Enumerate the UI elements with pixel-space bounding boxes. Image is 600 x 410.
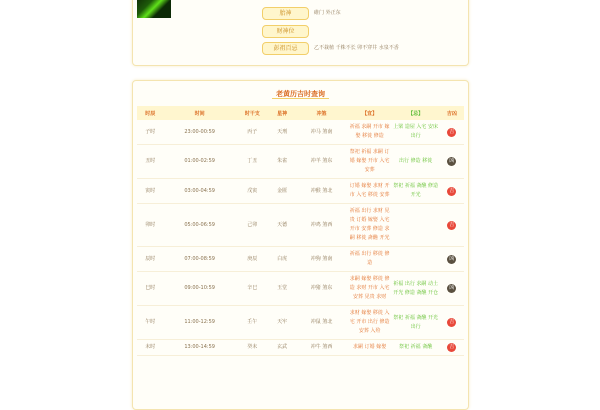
jixiong-badge: 吉 xyxy=(449,221,455,228)
cell-star: 天刑 xyxy=(269,120,296,145)
cell-ganzhi: 辛巳 xyxy=(236,272,269,306)
cell-yi: 祈福 出行 求财 见贵 订婚 嫁娶 入宅 开市 安葬 修造 求嗣 移徙 斋醮 开光 xyxy=(348,204,392,247)
column-header: 星神 xyxy=(269,106,296,120)
cell-chongsha: 冲鼠 煞北 xyxy=(295,306,347,340)
table-row xyxy=(137,247,464,272)
cell-chongsha: 冲鸡 煞西 xyxy=(295,204,347,247)
cell-time: 05:00-06:59 xyxy=(164,204,236,247)
cell-chongsha: 冲羊 煞东 xyxy=(295,145,347,179)
cell-chongsha: 冲牛 煞西 xyxy=(295,340,347,356)
table-row xyxy=(137,204,464,247)
cell-yi: 求嗣 订婚 嫁娶 xyxy=(348,340,392,356)
cell-yi: 祈福 求嗣 开市 嫁娶 移徙 修造 xyxy=(348,120,392,145)
section-title: 老黄历吉时查询 xyxy=(133,89,468,99)
cell-ganzhi: 庚辰 xyxy=(236,247,269,272)
table-row xyxy=(137,120,464,145)
cell-jixiong xyxy=(440,145,464,179)
cell-yi: 祭祀 祈福 求嗣 订婚 嫁娶 开市 入宅 安葬 xyxy=(348,145,392,179)
jixiong-badge: 吉 xyxy=(449,319,455,325)
table-row xyxy=(137,145,464,179)
cell-jixiong xyxy=(440,179,464,204)
cell-shichen: 未时 xyxy=(137,340,164,356)
cell-ji: 祈福 出行 求嗣 动土 开光 修造 斋醮 开仓 xyxy=(392,272,440,306)
thumbnail-image xyxy=(137,0,171,18)
cell-chongsha: 冲马 煞南 xyxy=(295,120,347,145)
column-header: 时干支 xyxy=(236,106,269,120)
cell-ji: 祭祀 祈福 斋醮 修造 开光 xyxy=(392,179,440,204)
jixiong-badge: 吉 xyxy=(449,187,455,194)
cell-shichen: 辰时 xyxy=(137,247,164,272)
jixiong-badge: 凶 xyxy=(449,158,455,164)
cell-chongsha: 冲狗 煞南 xyxy=(295,247,347,272)
cell-time: 13:00-14:59 xyxy=(164,340,236,356)
cell-jixiong xyxy=(440,306,464,340)
cell-ganzhi: 丁丑 xyxy=(236,145,269,179)
cell-shichen: 卯时 xyxy=(137,204,164,247)
cell-ji: 祭祀 祈福 斋醮 开光 出行 xyxy=(392,306,440,340)
cell-jixiong xyxy=(440,204,464,247)
cell-ji: 出行 修造 移徙 xyxy=(392,145,440,179)
table-row xyxy=(137,306,464,340)
cell-shichen: 子时 xyxy=(137,120,164,145)
info-card xyxy=(132,0,469,66)
cell-jixiong xyxy=(440,247,464,272)
hours-table xyxy=(137,106,464,356)
caishen-label: 财神位 xyxy=(262,25,309,38)
cell-time: 09:00-10:59 xyxy=(164,272,236,306)
cell-star: 玉堂 xyxy=(269,272,296,306)
cell-shichen: 丑时 xyxy=(137,145,164,179)
cell-shichen: 巳时 xyxy=(137,272,164,306)
cell-star: 白虎 xyxy=(269,247,296,272)
cell-star: 天牢 xyxy=(269,306,296,340)
cell-shichen: 寅时 xyxy=(137,179,164,204)
cell-yi: 祈福 出行 移徙 修造 xyxy=(348,247,392,272)
cell-star: 天德 xyxy=(269,204,296,247)
cell-shichen: 午时 xyxy=(137,306,164,340)
table-row xyxy=(137,340,464,356)
cell-yi: 求财 嫁娶 移徙 入宅 开市 出行 修造 安葬 入殓 xyxy=(348,306,392,340)
cell-star: 玄武 xyxy=(269,340,296,356)
cell-ganzhi: 己卯 xyxy=(236,204,269,247)
cell-time: 01:00-02:59 xyxy=(164,145,236,179)
cell-star: 金匮 xyxy=(269,179,296,204)
hours-card xyxy=(132,80,469,410)
cell-ganzhi: 丙子 xyxy=(236,120,269,145)
cell-ganzhi: 壬午 xyxy=(236,306,269,340)
column-header: 【忌】 xyxy=(392,106,440,120)
column-header: 冲煞 xyxy=(295,106,347,120)
cell-ji: 上梁 造屋 入宅 安床 出行 xyxy=(392,120,440,145)
jixiong-badge: 凶 xyxy=(449,255,455,262)
column-header: 时间 xyxy=(164,106,236,120)
cell-ji: 祭祀 祈福 斋醮 xyxy=(392,340,440,356)
cell-time: 23:00-00:59 xyxy=(164,120,236,145)
pengzu-label: 彭祖百忌 xyxy=(262,42,309,55)
cell-time: 03:00-04:59 xyxy=(164,179,236,204)
cell-jixiong xyxy=(440,340,464,356)
cell-ji xyxy=(392,247,440,272)
cell-yi: 订婚 嫁娶 求财 开市 入宅 移徙 安葬 xyxy=(348,179,392,204)
taishen-label: 胎神 xyxy=(262,7,309,20)
cell-chongsha: 冲猴 煞北 xyxy=(295,179,347,204)
table-row xyxy=(137,272,464,306)
jixiong-badge: 吉 xyxy=(449,128,455,135)
taishen-value: 碓门 外正东 xyxy=(314,10,341,16)
cell-star: 朱雀 xyxy=(269,145,296,179)
cell-jixiong xyxy=(440,272,464,306)
table-row xyxy=(137,179,464,204)
column-header: 吉凶 xyxy=(440,106,464,120)
jixiong-badge: 吉 xyxy=(449,344,455,350)
cell-ganzhi: 癸未 xyxy=(236,340,269,356)
column-header: 【宜】 xyxy=(348,106,392,120)
cell-ganzhi: 戊寅 xyxy=(236,179,269,204)
cell-yi: 求嗣 嫁娶 移徙 修造 求财 开市 入宅 安葬 见贵 求财 xyxy=(348,272,392,306)
cell-ji xyxy=(392,204,440,247)
cell-jixiong xyxy=(440,120,464,145)
jixiong-badge: 凶 xyxy=(449,285,455,291)
pengzu-value: 乙不栽植 千株不长 卯不穿井 水泉不香 xyxy=(314,45,399,51)
column-header: 时辰 xyxy=(137,106,164,120)
cell-time: 07:00-08:59 xyxy=(164,247,236,272)
cell-chongsha: 冲猪 煞东 xyxy=(295,272,347,306)
cell-time: 11:00-12:59 xyxy=(164,306,236,340)
